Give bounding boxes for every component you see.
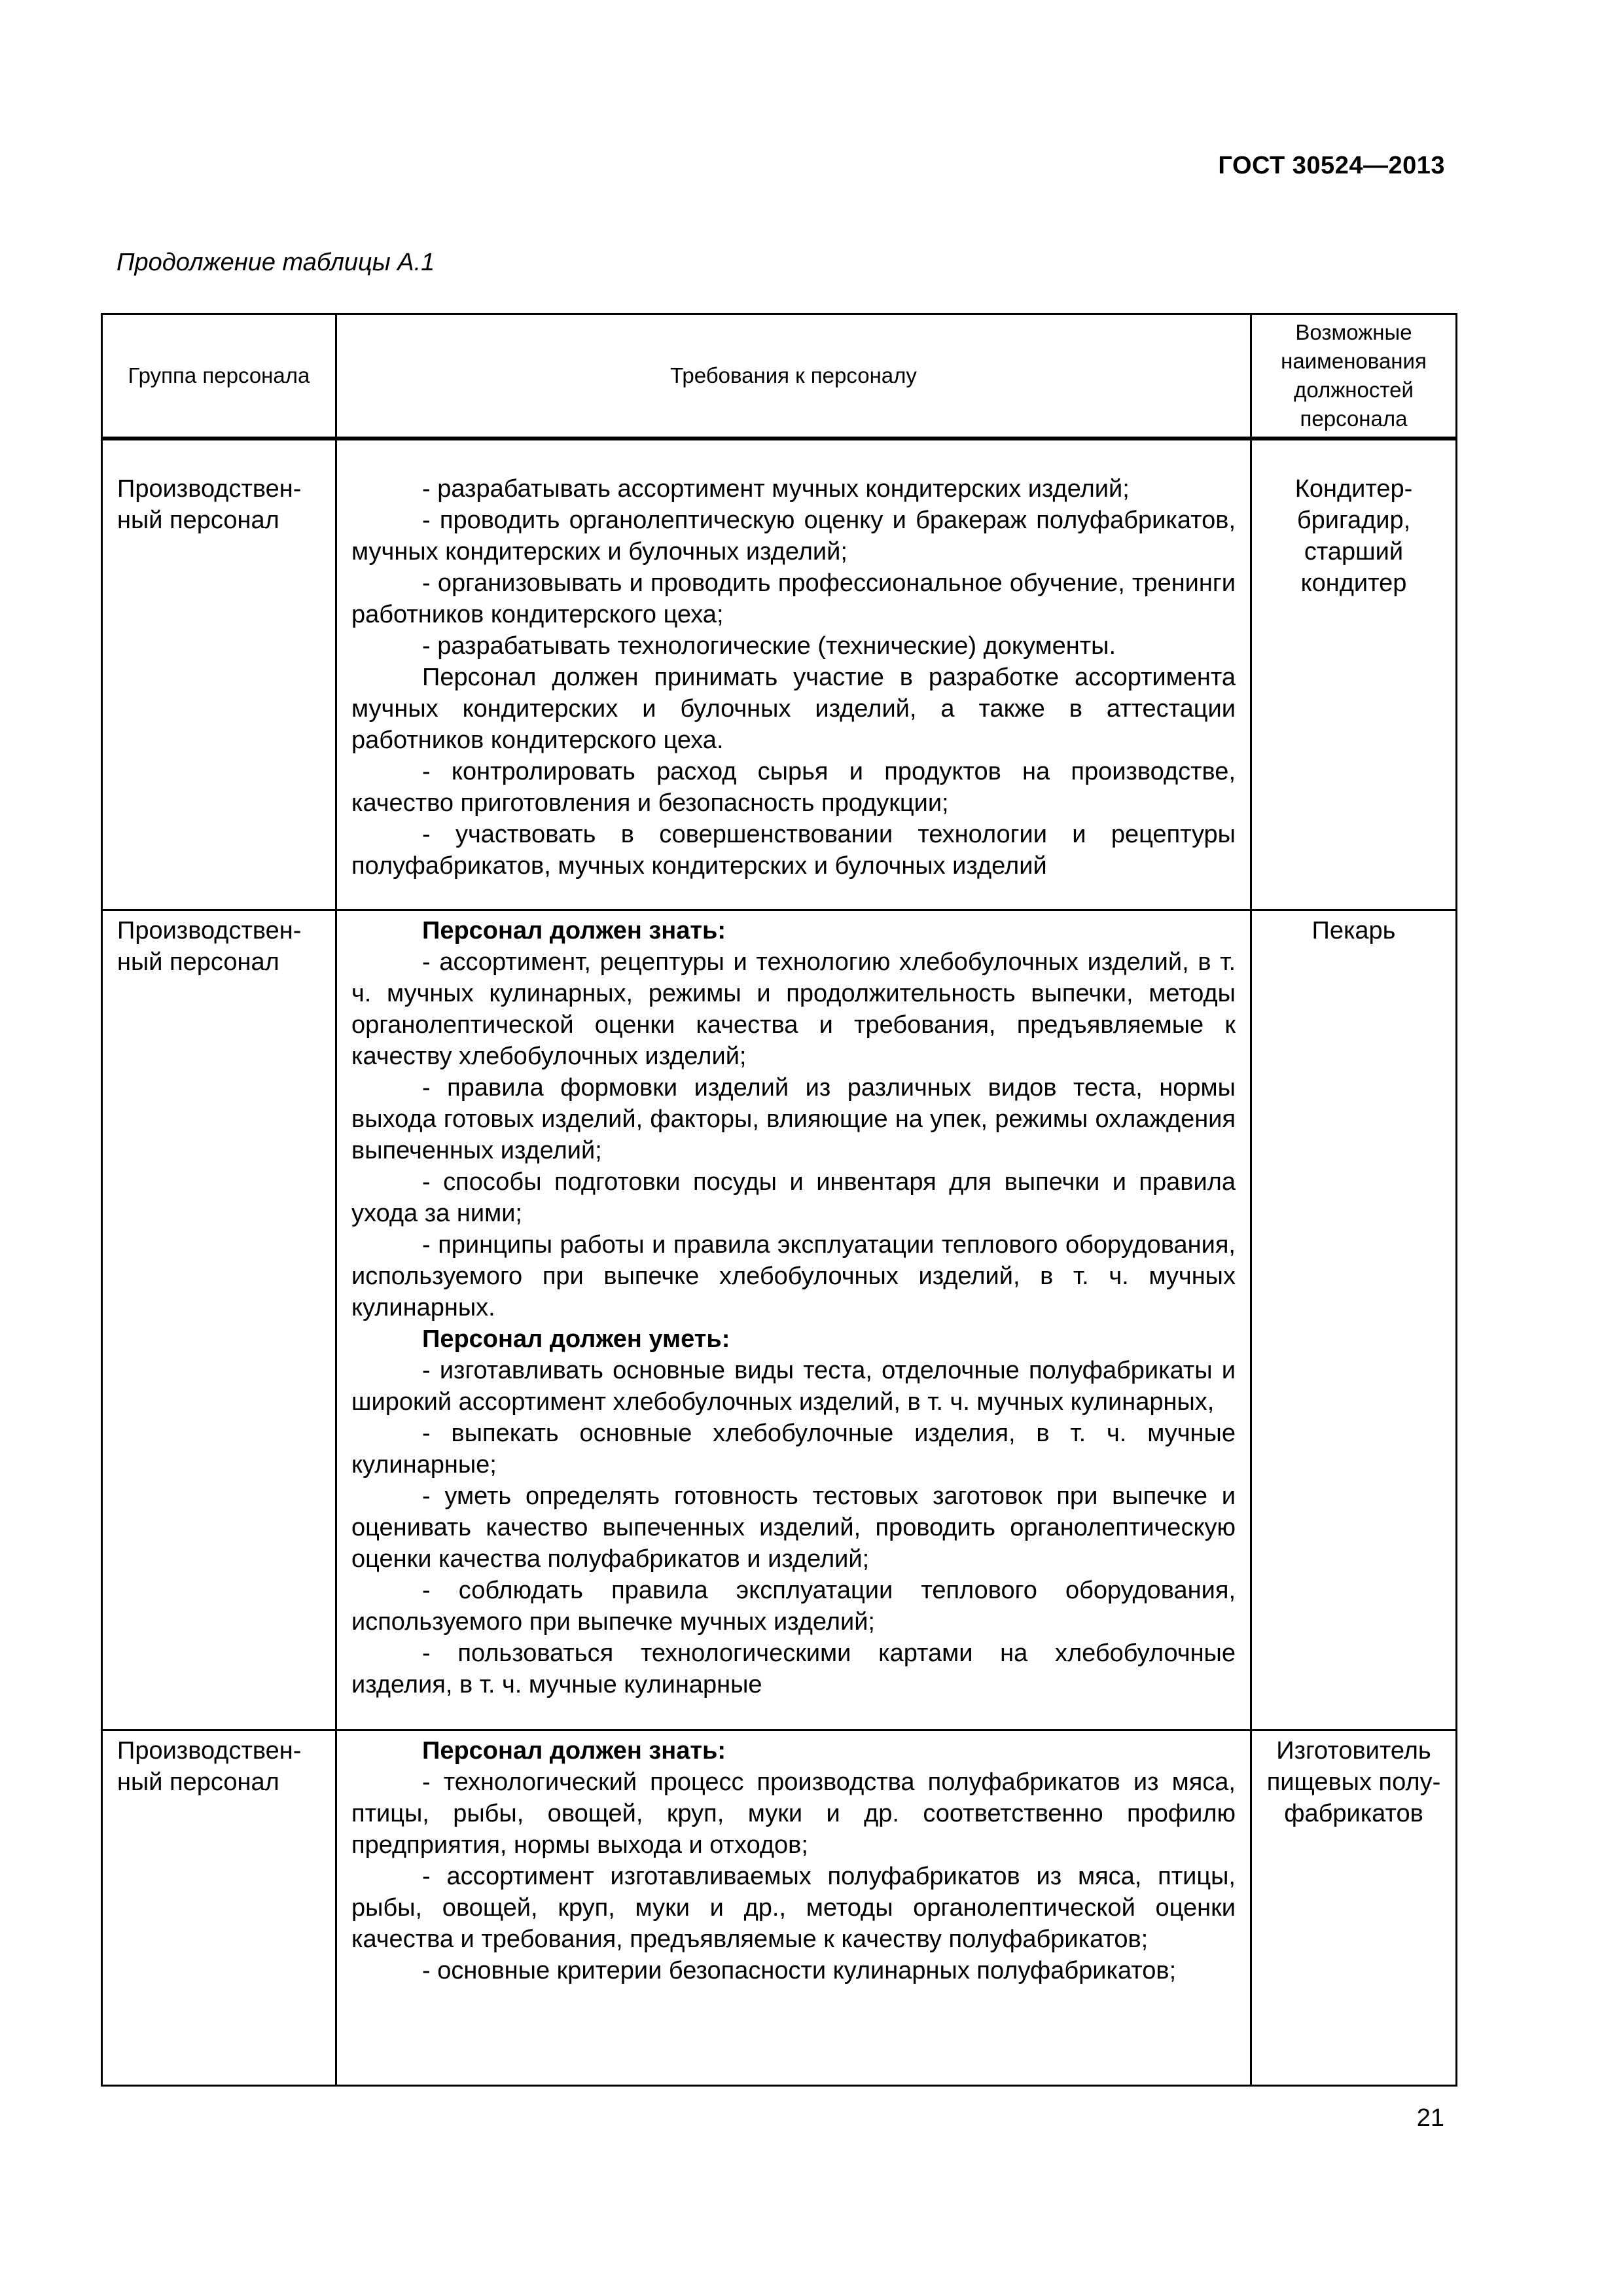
requirement-line: - выпекать основные хлебобулочные изделия, в т. ч. мучные кулинарные;: [351, 1420, 1236, 1479]
requirement-line: - ассортимент изготавливаемых полуфабрикатов из мяса, птицы, рыбы, овощей, круп, муки и др., методы органолептической оценки качества и требования, предъявляемые к качеству полуфабрикатов;: [351, 1863, 1236, 1953]
requirement-line: - пользоваться технологическими картами на хлебобулочные изделия, в т. ч. мучные кулинарные: [351, 1640, 1236, 1698]
requirement-line: - правила формовки изделий из различных видов теста, нормы выхода готовых изделий, факторы, влияющие на упек, режимы охлаждения выпеченных изделий;: [351, 1074, 1236, 1164]
requirement-line: - ассортимент, рецептуры и технологию хлебобулочных изделий, в т. ч. мучных кулинарных, режимы и продолжительность выпечки, методы органолептической оценки качества и требования, предъявляемые к качеству хлебобулочных изделий;: [351, 948, 1236, 1070]
column-header-requirements: Требования к персоналу: [336, 314, 1251, 439]
standard-number: ГОСТ 30524—2013: [1218, 152, 1445, 179]
requirement-line: - контролировать расход сырья и продуктов на производстве, качество приготовления и безопасность продукции;: [351, 758, 1236, 817]
table-row: [102, 1731, 1457, 2086]
column-header-group: Группа персонала: [102, 314, 336, 439]
personnel-requirements-table: [101, 313, 1457, 2087]
table-row: [102, 439, 1457, 910]
requirement-line: - уметь определять готовность тестовых заготовок при выпечке и оценивать качество выпеченных изделий, проводить органолептическую оценки качества полуфабрикатов и изделий;: [351, 1482, 1236, 1573]
requirement-line: - организовывать и проводить профессиональное обучение, тренинги работников кондитерского цеха;: [351, 569, 1236, 628]
requirement-line: - технологический процесс производства полуфабрикатов из мяса, птицы, рыбы, овощей, круп, муки и др. соответственно профилю предприятия, нормы выхода и отходов;: [351, 1768, 1236, 1859]
requirement-line: - способы подготовки посуды и инвентаря для выпечки и правила ухода за ними;: [351, 1168, 1236, 1227]
requirement-line: Персонал должен принимать участие в разработке ассортимента мучных кондитерских и булочных изделий, а также в аттестации работников кондитерского цеха.: [351, 664, 1236, 754]
personnel-group-cell: Производствен-ный персонал: [102, 910, 336, 1731]
personnel-group-cell: Производствен-ный персонал: [102, 439, 336, 910]
requirement-line: - разрабатывать технологические (технические) документы.: [422, 632, 1116, 660]
requirements-cell: [336, 1731, 1251, 2086]
table-header-row: [102, 314, 1457, 439]
requirement-line: - принципы работы и правила эксплуатации теплового оборудования, используемого при выпечке хлебобулочных изделий, в т. ч. мучных кулинарных.: [351, 1231, 1236, 1321]
requirement-line: - соблюдать правила эксплуатации теплового оборудования, используемого при выпечке мучных изделий;: [351, 1577, 1236, 1636]
positions-cell: Изготовитель пищевых полу-фабрикатов: [1251, 1731, 1457, 2086]
requirements-cell: [336, 910, 1251, 1731]
table-row: [102, 910, 1457, 1731]
requirement-line: - проводить органолептическую оценку и бракераж полуфабрикатов, мучных кондитерских и булочных изделий;: [351, 507, 1236, 565]
requirement-line: - разрабатывать ассортимент мучных кондитерских изделий;: [422, 475, 1130, 503]
requirement-heading: Персонал должен знать:: [422, 1737, 726, 1765]
table-caption: Продолжение таблицы А.1: [116, 249, 435, 276]
requirement-line: - изготавливать основные виды теста, отделочные полуфабрикаты и широкий ассортимент хлебобулочных изделий, в т. ч. мучных кулинарных,: [351, 1357, 1236, 1416]
requirements-cell: [336, 439, 1251, 910]
requirement-line: - участвовать в совершенствовании технологии и рецептуры полуфабрикатов, мучных кондитерских и булочных изделий: [351, 821, 1236, 880]
positions-cell: Кондитер-бригадир, старший кондитер: [1251, 439, 1457, 910]
personnel-group-cell: Производствен-ный персонал: [102, 1731, 336, 2086]
requirement-line: - основные критерии безопасности кулинарных полуфабрикатов;: [422, 1957, 1177, 1984]
column-header-positions: Возможные наименования должностей персонала: [1251, 314, 1457, 439]
requirement-heading: Персонал должен уметь:: [422, 1325, 730, 1353]
positions-cell: Пекарь: [1251, 910, 1457, 1731]
page-number: 21: [1416, 2104, 1444, 2132]
requirement-heading: Персонал должен знать:: [422, 917, 726, 944]
